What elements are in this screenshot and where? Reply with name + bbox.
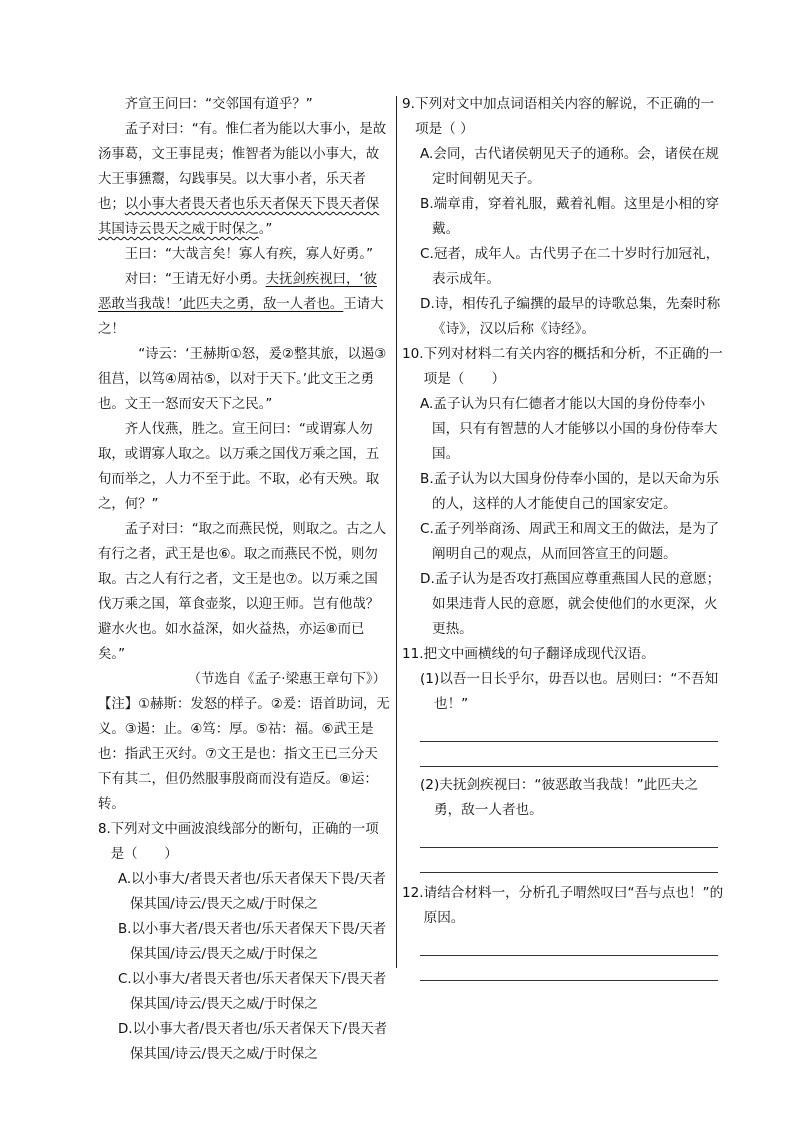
underlined-text: 夫抚剑疾视曰，‘彼恶敢当我哉！’此匹夫之勇，敌一人者也。 bbox=[98, 272, 378, 312]
passage-text: 孟子对曰：“有。惟仁者为能以大事小，是故汤事葛，文王事昆夷；惟智者为能以小事大，故大王事獯鬻，勾践事吴。以大事小者，乐天者也； bbox=[98, 122, 387, 212]
option-d: D.以小事大者/畏天者也/乐天者保天下/畏天者保其国/诗云/畏天之威/于时保之 bbox=[118, 1022, 388, 1062]
answer-line[interactable] bbox=[420, 823, 718, 848]
question-number: 9. bbox=[402, 96, 415, 112]
option-c: C.冠者，成年人。古代男子在二十岁时行加冠礼，表示成年。 bbox=[420, 246, 720, 287]
answer-line[interactable] bbox=[420, 742, 718, 767]
passage-source: （节选自《孟子·梁惠王章句下》） bbox=[187, 672, 386, 687]
question-8 bbox=[98, 817, 390, 1067]
answer-line[interactable] bbox=[420, 956, 718, 981]
question-stem: 下列对文中画波浪线部分的断句，正确的一项是（ ） bbox=[110, 822, 379, 862]
option-a: A.以小事大/者畏天者也/乐天者保天下畏/天者保其国/诗云/畏天之威/于时保之 bbox=[118, 872, 386, 912]
passage-text: 对曰：“王请无好小勇。 bbox=[124, 272, 266, 287]
question-11 bbox=[402, 642, 724, 873]
option-d: D.孟子认为是否攻打燕国应尊重燕国人民的意愿；如果违背人民的意愿，就会使他们的水更深，火更热。 bbox=[420, 571, 721, 637]
question-stem: 请结合材料一，分析孔子喟然叹曰“吾与点也！”的原因。 bbox=[423, 885, 724, 926]
option-b: B.孟子认为以大国身份侍奉小国的，是以天命为乐的人，这样的人才能使自己的国家安定。 bbox=[420, 471, 720, 512]
passage-paragraph-2 bbox=[98, 117, 390, 242]
passage-paragraph-6: 齐人伐燕，胜之。宣王问曰：“或谓寡人勿取，或谓寡人取之。以万乘之国伐万乘之国，五旬而举之，人力不至于此。不取，必有天殃。取之，何？” bbox=[98, 422, 380, 512]
sub-question-1: (1)以吾一日长乎尔，毋吾以也。居则曰：“不吾知也！” bbox=[420, 671, 719, 712]
notes: 【注】①赫斯：发怒的样子。②爰：语首助词，无义。③遏：止。④笃：厚。⑤祜：福。⑥武王是也：指武王灭纣。⑦文王是也：指文王已三分天下有其二，但仍然服事殷商而没有造反。⑧运：转。 bbox=[98, 697, 390, 812]
question-number: 12. bbox=[402, 885, 424, 901]
question-number: 11. bbox=[402, 646, 424, 662]
question-stem: 下列对材料二有关内容的概括和分析，不正确的一项是（ ） bbox=[423, 346, 723, 387]
left-column bbox=[98, 92, 390, 1067]
passage-paragraph-3: 王曰：“大哉言矣！寡人有疾，寡人好勇。” bbox=[124, 247, 374, 262]
answer-line[interactable] bbox=[420, 931, 718, 956]
option-c: C.以小事大/者畏天者也/乐天者保天下/畏天者保其国/诗云/畏天之威/于时保之 bbox=[118, 972, 387, 1012]
passage-paragraph-1: 齐宣王问曰：“交邻国有道乎？” bbox=[124, 97, 313, 112]
answer-line[interactable] bbox=[420, 848, 718, 873]
right-column bbox=[402, 92, 724, 981]
question-stem: 下列对文中加点词语相关内容的解说，不正确的一项是（ ） bbox=[414, 96, 715, 137]
wavy-underlined-text: 以小事大者畏天者也乐天者保天下畏天者保其国诗云畏天之威于时保之 bbox=[98, 197, 380, 237]
question-stem: 把文中画横线的句子翻译成现代汉语。 bbox=[423, 646, 655, 662]
option-a: A.会同，古代诸侯朝见天子的通称。会，诸侯在规定时间朝见天子。 bbox=[420, 146, 719, 187]
sub-question-2: (2)夫抚剑疾视曰：“彼恶敢当我哉！”此匹夫之勇，敌一人者也。 bbox=[420, 777, 699, 818]
option-d: D.诗，相传孔子编撰的最早的诗歌总集，先秦时称《诗》，汉以后称《诗经》。 bbox=[420, 296, 721, 337]
option-b: B.以小事大者/畏天者也/乐天者保天下畏/天者保其国/诗云/畏天之威/于时保之 bbox=[118, 922, 387, 962]
passage-paragraph-7: 孟子对曰：“取之而燕民悦，则取之。古之人有行之者，武王是也⑥。取之而燕民不悦，则勿取。古之人有行之者，文王是也⑦。以万乘之国伐万乘之国，箪食壶浆，以迎王师。岂有他哉？避水火也。如水益深，如火益热，亦运⑧而已矣。” bbox=[98, 522, 387, 662]
question-number: 10. bbox=[402, 346, 424, 362]
passage-paragraph-4 bbox=[98, 267, 390, 342]
column-divider bbox=[396, 96, 397, 968]
option-a: A.孟子认为只有仁德者才能以大国的身份侍奉小国，只有有智慧的人才能够以小国的身份侍奉大国。 bbox=[420, 396, 718, 462]
question-10 bbox=[402, 342, 724, 642]
passage-paragraph-5: “诗云：‘王赫斯①怒，爰②整其旅，以遏③徂莒，以笃④周祜⑤，以对于天下。’此文王之勇也。文王一怒而安天下之民。” bbox=[98, 347, 387, 412]
answer-line[interactable] bbox=[420, 717, 718, 742]
passage-text: 王请大之！ bbox=[98, 297, 384, 337]
question-12 bbox=[402, 881, 724, 981]
option-c: C.孟子列举商汤、周武王和周文王的做法，是为了阐明自己的观点，从而回答宣王的问题。 bbox=[420, 521, 720, 562]
question-9 bbox=[402, 92, 724, 342]
option-b: B.端章甫，穿着礼服，戴着礼帽。这里是小相的穿戴。 bbox=[420, 196, 720, 237]
question-number: 8. bbox=[98, 822, 111, 837]
passage-text: 。” bbox=[258, 222, 273, 237]
